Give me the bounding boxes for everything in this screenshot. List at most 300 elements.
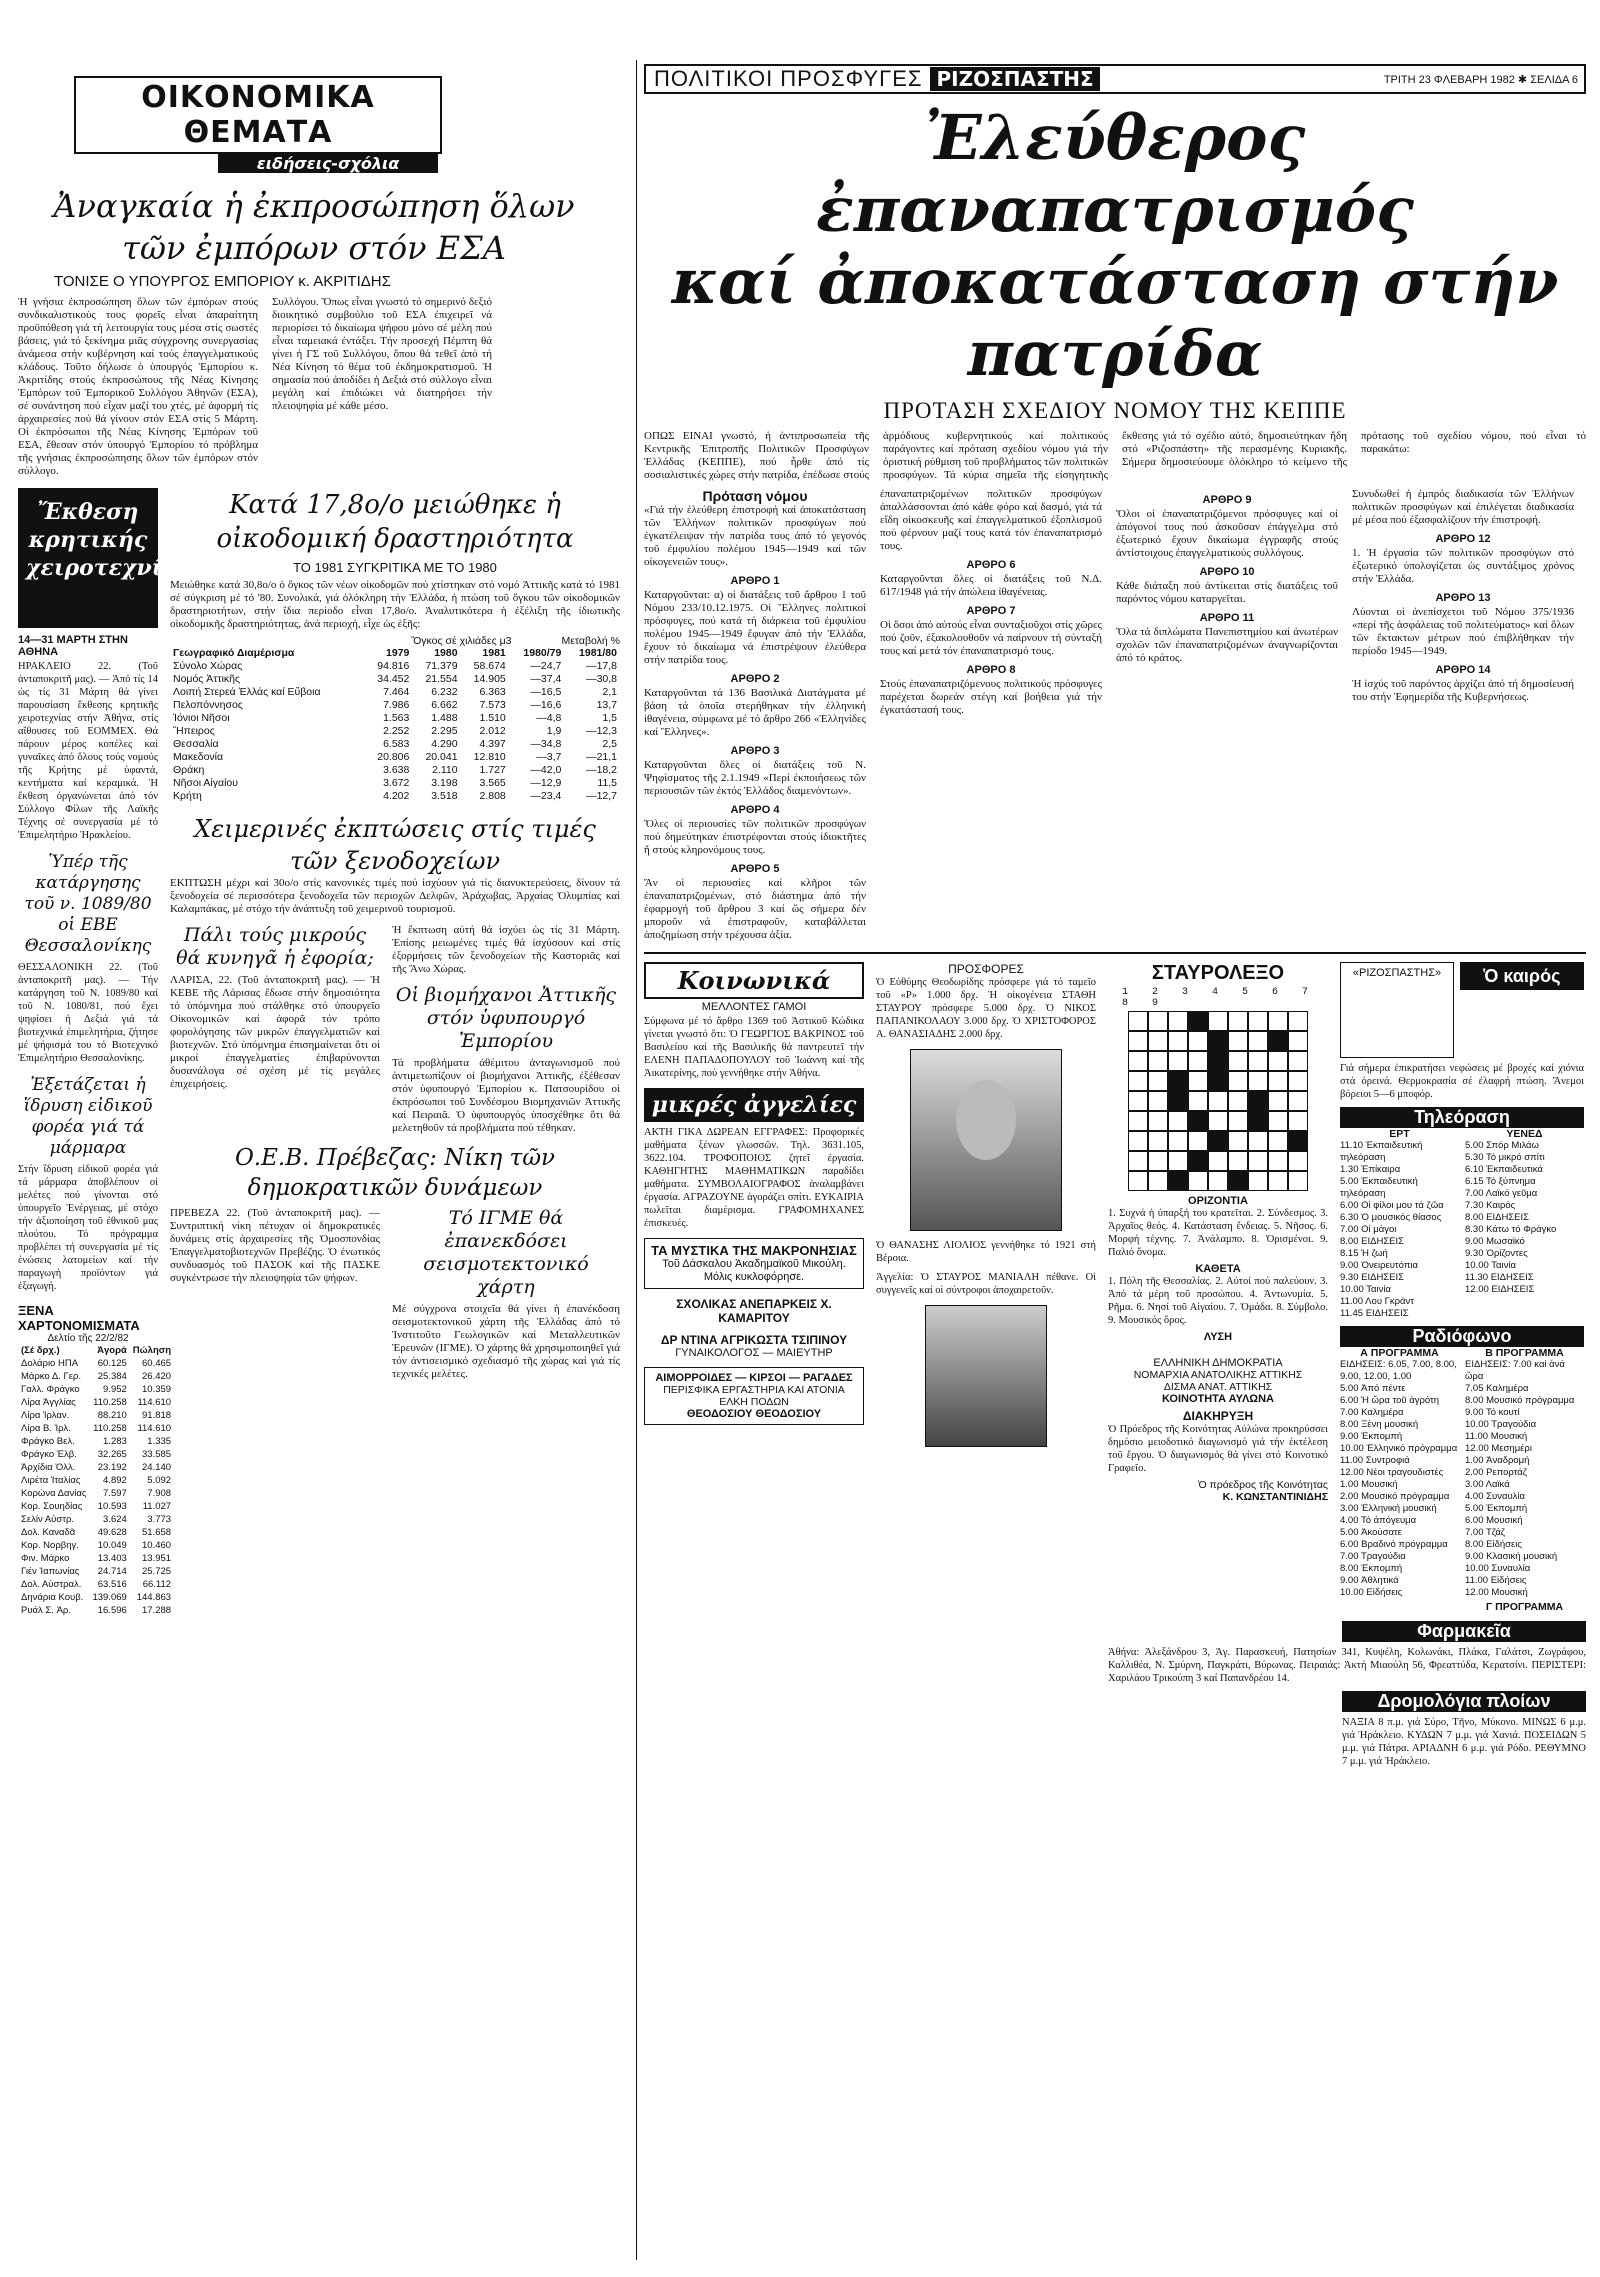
table-cell: 7.573 xyxy=(479,699,506,711)
crossword-cell[interactable] xyxy=(1188,1171,1208,1191)
dimos-sub1: ΝΟΜΑΡΧΙΑ ΑΝΑΤΟΛΙΚΗΣ ΑΤΤΙΚΗΣ xyxy=(1133,1369,1303,1381)
article-col2: Συλλόγου. Ὅπως εἶναι γνωστό τό σημερινό δεξιό διοικητικό συμβούλιο τοῦ ΕΣΑ ἐπιχειρεῖ νά περιορίσει τό δικαίωμα ψήφου μόνο σέ μέλη πού εἶναι ταμειακά ἐντάξει. Τήν προσεχή Πέμπτη θά γίνει ἡ ΓΣ τοῦ Συλλόγου, ὅπου θά τεθεῖ ἀπό τή Νέα Κίνηση τό θέμα τοῦ ἐκδημοκρατισμοῦ. Ἡ σημασία πού ἀποδίδει ἡ Δεξιά στό σύλλογο εἶναι μεγάλη καί ἐπιδιώκει νά διατηρήσει τήν πλειοψηφία μέ κάθε μέσο. xyxy=(272,296,492,412)
forex-row xyxy=(18,1552,174,1565)
table-cell: 12.810 xyxy=(473,751,506,763)
crossword-cell[interactable] xyxy=(1128,1071,1148,1091)
tv-listing: 8.00 ΕΙΔΗΣΕΙΣ xyxy=(1465,1212,1530,1223)
crossword-cell[interactable] xyxy=(1228,1091,1248,1111)
dimos-title: ΕΛΛΗΝΙΚΗ ΔΗΜΟΚΡΑΤΙΑ xyxy=(1153,1357,1283,1369)
table-cell: 10.049 xyxy=(97,1540,127,1551)
table-cell: Λιρέτα Ἰταλίας xyxy=(21,1475,81,1486)
article-text: Ὅλα τά διπλώματα Πανεπιστημίου καί ἀνωτέρων σχολῶν τῶν ἐπαναπατριζομένων ἀναγνωρίζονται ἀπό τό κράτος. xyxy=(1116,626,1338,664)
construction-headline: Κατά 17,8ο/ο μειώθηκε ἡ οἰκοδομική δραστηριότητα xyxy=(216,490,574,554)
radio-listing: 6.00 Βραδινό πρόγραμμα xyxy=(1340,1539,1448,1550)
crossword-cell[interactable] xyxy=(1228,1151,1248,1171)
doctor-sub: ΓΥΝΑΙΚΟΛΟΓΟΣ — ΜΑΙΕΥΤΗΡ xyxy=(675,1347,833,1359)
table-cell: —30,8 xyxy=(586,673,617,685)
table-cell: Σελίν Αὐστρ. xyxy=(21,1514,75,1525)
table-cell: 6.583 xyxy=(383,738,410,750)
crossword-cell[interactable] xyxy=(1188,1151,1208,1171)
table-cell: 144.863 xyxy=(136,1592,172,1603)
crossword-cell[interactable] xyxy=(1168,1131,1188,1151)
crossword-cell[interactable] xyxy=(1268,1171,1288,1191)
radio-listing: 1.00 Ἀναδρομή xyxy=(1465,1455,1530,1466)
crossword-cell[interactable] xyxy=(1208,1131,1228,1151)
crossword-cell[interactable] xyxy=(1188,1111,1208,1131)
diak-name: Κ. ΚΩΝΣΤΑΝΤΙΝΙΔΗΣ xyxy=(1222,1491,1328,1503)
tax-text: ΛΑΡΙΣΑ, 22. (Τοῦ ἀνταποκριτῆ μας). — Ἡ ΚΕΒΕ τῆς Λάρισας ἔδωσε στήν δημοσιότητα τό ὑπόμνημα πού στάλθηκε στό ὑπουργεῖο Οἰκονομικῶν καί ἀφορᾶ τόν τρόπο φορολόγησης τῶν μικρῶν ἐπαγγελματιῶν καί βιοτεχνῶν. Στό ὑπόμνημα ἐπισημαίνεται ὅτι οἱ μικροί ἐπαγγελματίες ἐπιβαρύνονται δυσανάλογα σέ σχέση μέ τίς μεγάλες ἐπιχειρήσεις. xyxy=(170,974,380,1090)
radio-listing: 6.00 Ἡ ὥρα τοῦ ἀγρότη xyxy=(1340,1395,1440,1406)
table-cell: 33.585 xyxy=(142,1449,172,1460)
crossword-cell[interactable] xyxy=(1188,1031,1208,1051)
table-cell: 23.192 xyxy=(97,1462,127,1473)
crossword-cell[interactable] xyxy=(1208,1051,1228,1071)
pharmacy-text: Ἀθήνα: Ἀλεξάνδρου 3, Ἀγ. Παρασκευή, Πατησίων 341, Κυψέλη, Κολωνάκι, Πλάκα, Γαλάτσι, Ζωγράφου, Καλλιθέα, Ν. Σμύρνη, Παγκράτι, Βύρωνας. Πειραιάς: Ἀκτή Μιαούλη 56, Φρεαττύδα, Κερατσίνι. ΠΕΡΙΣΤΕΡΙ: Χαριλάου Τρικούπη 3 καί Παπανδρέου 14. xyxy=(1108,1647,1586,1684)
crossword-cell[interactable] xyxy=(1148,1051,1168,1071)
across-title: ΟΡΙΖΟΝΤΙΑ xyxy=(1188,1195,1248,1207)
crossword-cell[interactable] xyxy=(1288,1011,1308,1031)
article-title: ΑΡΘΡΟ 8 xyxy=(966,664,1016,676)
table-cell: 11,5 xyxy=(597,777,617,789)
table-cell: 110.258 xyxy=(93,1397,127,1408)
main-headline-1: Ἐλεύθερος ἐπαναπατρισμός xyxy=(816,101,1414,246)
crossword-cell[interactable] xyxy=(1148,1071,1168,1091)
table-header-cell: Γεωγραφικό Διαμέρισμα xyxy=(173,647,295,659)
offers-column xyxy=(876,962,1096,1613)
article-text: Κάθε διάταξη πού ἀντίκειται στίς διατάξεις τοῦ παρόντος νόμου καταργεῖται. xyxy=(1116,580,1338,605)
radio-listing: 5.00 Ἀπό πέντε xyxy=(1340,1383,1406,1394)
headline: Ἀναγκαία ἡ ἐκπροσώπηση ὅλων τῶν ἐμπόρων στόν ΕΣΑ xyxy=(53,187,575,267)
crossword-cell[interactable] xyxy=(1148,1171,1168,1191)
article-text: Ἡ ἰσχύς τοῦ παρόντος ἀρχίζει ἀπό τή δημοσίευσή του στήν Ἐφημερίδα τῆς Κυβερνήσεως. xyxy=(1352,678,1574,703)
crossword-cell[interactable] xyxy=(1148,1111,1168,1131)
crossword-cell[interactable] xyxy=(1248,1131,1268,1151)
table-cell: 2.808 xyxy=(479,790,506,802)
article-columns xyxy=(18,296,630,478)
table-cell: Ἤπειρος xyxy=(173,725,215,737)
table-cell: 9.952 xyxy=(103,1384,127,1395)
article-text: Λύονται οἱ ἀνεπίσχετοι τοῦ Νόμου 375/1936 «περί τῆς ἀσφάλειας τοῦ πολιτεύματος» καί ὅλων τῶν ἔκτακτων μέτρων πού ἐπιβλήθηκαν τήν περίοδο 1945—1949. xyxy=(1352,606,1574,657)
obituary-text: Ἀγγελία: Ὁ ΣΤΑΥΡΟΣ ΜΑΝΙΑΛΗ πέθανε. Οἱ συγγενεῖς καί οἱ σύντροφοι ἀποχαιρετοῦν. xyxy=(876,1272,1096,1296)
radio-listing: 12.00 Μουσική xyxy=(1465,1587,1528,1598)
forex-row xyxy=(18,1383,174,1396)
table-cell: —12,3 xyxy=(586,725,617,737)
crossword-cell[interactable] xyxy=(1268,1031,1288,1051)
crossword-cell[interactable] xyxy=(1128,1031,1148,1051)
table-caption2: Μεταβολή % xyxy=(561,635,620,647)
crossword-cell[interactable] xyxy=(1188,1051,1208,1071)
crossword-cell[interactable] xyxy=(1288,1071,1308,1091)
aimor-sub: ΠΕΡΙΣΦΙΚΑ ΕΡΓΑΣΤΗΡΙΑ ΚΑΙ ΑΤΟΝΙΑ ΕΛΚΗ ΠΟΔΩΝ xyxy=(663,1384,845,1408)
crossword-cell[interactable] xyxy=(1168,1171,1188,1191)
hotels-text2: Ἡ ἔκπτωση αὐτή θά ἰσχύει ὡς τίς 31 Μάρτη. Ἐπίσης μειωμένες τιμές θά ἰσχύσουν καί στίς ἐξορμήσεις τῶν ξενοδοχείων τῆς Καστοριᾶς καί τῆς Ἄνω Χώρας. xyxy=(392,924,620,975)
offers-text: Ὁ Εὐθύμης Θεοδωρίδης πρόσφερε γιά τό ταμεῖο τοῦ «Ρ» 1.000 δρχ. Ἡ οἰκογένεια ΣΤΑΘΗ ΣΤΑΥΡΟΥ πρόσφερε 5.000 δρχ. Ὁ ΝΙΚΟΣ ΠΑΠΑΝΙΚΟΛΑΟΥ 3.000 δρχ. Ὁ ΧΡΙΣΤΟΦΟΡΟΣ Α. ΘΑΝΑΣΙΑΔΗΣ 2.000 δρχ. xyxy=(876,977,1096,1040)
tv-listing: 9.00 Μωσαϊκό xyxy=(1465,1236,1525,1247)
crossword-cell[interactable] xyxy=(1228,1171,1248,1191)
crossword-cell[interactable] xyxy=(1248,1111,1268,1131)
crossword-cell[interactable] xyxy=(1128,1111,1148,1131)
crossword-cell[interactable] xyxy=(1228,1011,1248,1031)
crossword-cell[interactable] xyxy=(1268,1091,1288,1111)
crossword-cell[interactable] xyxy=(1168,1051,1188,1071)
classifieds-title: μικρές ἀγγελίες xyxy=(651,1092,857,1118)
crossword-cell[interactable] xyxy=(1288,1111,1308,1131)
tv-listing: 8.30 Κάτω τό Φράγκο xyxy=(1465,1224,1557,1235)
table-cell: 2.252 xyxy=(383,725,410,737)
crossword-cell[interactable] xyxy=(1168,1031,1188,1051)
table-cell: 24.140 xyxy=(142,1462,172,1473)
table-cell: 10.460 xyxy=(142,1540,172,1551)
pharmacy-title: Φαρμακεῖα xyxy=(1417,1621,1511,1641)
article-title: ΑΡΘΡΟ 14 xyxy=(1435,664,1491,676)
construction-row xyxy=(170,777,620,790)
crossword-cell[interactable] xyxy=(1288,1171,1308,1191)
forex-row xyxy=(18,1474,174,1487)
tv-listing: 5.30 Τό μικρό σπίτι xyxy=(1465,1152,1545,1163)
tv-listing: 10.00 Ταινία xyxy=(1465,1260,1516,1271)
table-cell: 7.986 xyxy=(383,699,410,711)
ferries-header xyxy=(1342,1691,1586,1712)
table-cell: 6.232 xyxy=(431,686,458,698)
table-cell: Λίρα Β. Ἰρλ. xyxy=(21,1423,71,1434)
table-cell: Θεσσαλία xyxy=(173,738,219,750)
tv-ert: ΕΡΤ xyxy=(1389,1128,1410,1140)
radio-listing: ΕΙΔΗΣΕΙΣ: 7.00 καί ἀνά ὥρα xyxy=(1465,1359,1565,1382)
article-col1: Ἡ γνήσια ἐκπροσώπηση ὅλων τῶν ἐμπόρων στούς συνδικαλιστικούς τους φορεῖς εἶναι ἀπαραίτητη προϋπόθεση γιά τή λειτουργία τους μέσα στίς σωστές βάσεις, γιά τό ξεκίνημα μιᾶς σύγχρονης συνεργασίας ἀνάμεσα στήν κυβέρνηση καί τούς ἐπαγγελματικούς κλάδους. Τοῦτο δήλωσε ὁ ὑπουργός Ἐμπορίου κ. Ἀκριτίδης στούς ἐκπροσώπους τῆς Νέας Κίνησης Ἐμπόρων τοῦ Ἐμπορικοῦ Συλλόγου Ἀθηνῶν (ΕΣΑ), σέ συνάντηση πού εἶχαν μαζί του χτές, μέ ἀφορμή τίς ἀρχαιρεσίες πού θά γίνουν στόν ΕΣΑ στίς 5 Μάρτη. Οἱ ἐκπρόσωποι τῆς Νέας Κίνησης Ἐμπόρων τοῦ ΕΣΑ, ἔθεσαν στόν ὑπουργό Ἐμπορίου τό πρόβλημα τῆς γνήσιας ἐκπροσώπησης ὅλων τῶν ἐμπόρων στόν σύλλογο. xyxy=(18,296,258,477)
crossword-cell[interactable] xyxy=(1188,1011,1208,1031)
article-title: ΑΡΘΡΟ 10 xyxy=(1199,566,1255,578)
radio-listing: 11.00 Συντροφιά xyxy=(1340,1455,1410,1466)
table-cell: 3.638 xyxy=(383,764,410,776)
portrait-face-shape xyxy=(956,1080,1016,1160)
tv-header xyxy=(1340,1107,1584,1128)
table-cell: Νῆσοι Αἰγαίου xyxy=(173,777,238,789)
crossword-grid xyxy=(1128,1011,1308,1191)
igme-text: Μέ σύγχρονα στοιχεῖα θά γίνει ἡ ἐπανέκδοση σεισμοτεκτονικοῦ χάρτη τῆς Ἑλλάδας ἀπό τό Ἰνστιτοῦτο Γεωλογικῶν καί Μεταλλευτικῶν Ἐρευνῶν (ΙΓΜΕ). Ὁ χάρτης θά χρησιμοποιηθεῖ γιά τόν ἀντισεισμικό σχεδιασμό τῆς χώρας καί γιά τίς τεχνικές μελέτες. xyxy=(392,1303,620,1380)
table-cell: 2,5 xyxy=(602,738,617,750)
radio-listing: 5.00 Ἀκούσατε xyxy=(1340,1527,1402,1538)
main-subhead: ΠΡΟΤΑΣΗ ΣΧΕΔΙΟΥ ΝΟΜΟΥ ΤΗΣ ΚΕΠΠΕ xyxy=(883,398,1347,423)
crossword-cell[interactable] xyxy=(1128,1131,1148,1151)
table-cell: Ἰόνιοι Νῆσοι xyxy=(173,712,230,724)
dimos-sub3: ΚΟΙΝΟΤΗΤΑ ΑΥΛΩΝΑ xyxy=(1161,1393,1275,1405)
crossword-cell[interactable] xyxy=(1248,1051,1268,1071)
crossword-cell[interactable] xyxy=(1288,1151,1308,1171)
table-cell: 1,5 xyxy=(602,712,617,724)
band-logo: ΡΙΖΟΣΠΑΣΤΗΣ xyxy=(930,67,1099,91)
forex-row xyxy=(18,1357,174,1370)
right-section xyxy=(644,0,1586,1768)
exhibition-title: Ἔκθεση κρητικής χειροτεχνίας xyxy=(26,499,193,581)
table-cell: 17.288 xyxy=(142,1605,172,1616)
band-date: ΤΡΙΤΗ 23 ΦΛΕΒΑΡΗ 1982 ✱ ΣΕΛΙΔΑ 6 xyxy=(1383,73,1578,86)
table-cell: 34.452 xyxy=(377,673,410,685)
forex-row xyxy=(18,1422,174,1435)
table-cell: —12,9 xyxy=(530,777,562,789)
construction-row xyxy=(170,764,620,777)
crossword-cell[interactable] xyxy=(1268,1011,1288,1031)
table-cell: 110.258 xyxy=(93,1423,127,1434)
marble-title: Ἐξετάζεται ἡ ἵδρυση εἰδικοῦ φορέα γιά τά μάρμαρα xyxy=(23,1075,153,1158)
table-cell: 2,1 xyxy=(602,686,617,698)
table-cell: 1.283 xyxy=(103,1436,127,1447)
crossword-cell[interactable] xyxy=(1248,1151,1268,1171)
table-cell: Δολ. Αὐστραλ. xyxy=(21,1579,82,1590)
crossword-cell[interactable] xyxy=(1268,1131,1288,1151)
tv-listing: 8.15 Ἡ ζωή xyxy=(1340,1248,1388,1259)
table-cell: 13,7 xyxy=(596,699,617,711)
table-cell: 16.596 xyxy=(97,1605,127,1616)
radio-listing: 3.00 Ἐλληνική μουσική xyxy=(1340,1503,1437,1514)
forex-table xyxy=(18,1344,174,1617)
table-cell: Φράγκο Βελ. xyxy=(21,1436,75,1447)
table-cell: —12,7 xyxy=(586,790,617,802)
table-cell: 94.816 xyxy=(377,660,410,672)
table-cell: 1.335 xyxy=(147,1436,172,1447)
offers-title: ΠΡΟΣΦΟΡΕΣ xyxy=(948,962,1024,976)
article-title: ΑΡΘΡΟ 12 xyxy=(1435,533,1491,545)
table-cell: Μακεδονία xyxy=(173,751,224,763)
table-cell: 114.610 xyxy=(137,1397,172,1408)
crossword-cell[interactable] xyxy=(1208,1151,1228,1171)
crossword-cell[interactable] xyxy=(1188,1131,1208,1151)
aimor-doc: ΘΕΟΔΟΣΙΟΥ ΘΕΟΔΟΣΙΟΥ xyxy=(686,1408,822,1420)
table-cell: 49.628 xyxy=(97,1527,127,1538)
crossword-cell[interactable] xyxy=(1268,1071,1288,1091)
pharmacy-header xyxy=(1342,1621,1586,1642)
table-cell: —42,0 xyxy=(530,764,562,776)
article-text: Καταργοῦνται: α) οἱ διατάξεις τοῦ ἄρθρου 1 τοῦ Νόμου 233/10.12.1975. Οἱ Ἕλληνες πολιτικοί πρόσφυγες, πού κατά τή διάρκεια τοῦ ἐμφυλίου πολέμου 1945—1949 ἔφυγαν ἀπό τήν Ἑλλάδα, ἔχουν τό δικαίωμα νά ἐπιστρέψουν ἐλεύθερα στήν πατρίδα τους. xyxy=(644,589,866,666)
table-cell: 13.951 xyxy=(142,1553,172,1564)
table-cell: 58.674 xyxy=(473,660,506,672)
notice-header xyxy=(1108,1357,1328,1423)
forex-row xyxy=(18,1487,174,1500)
radio-listing: 5.00 Ἐκπομπή xyxy=(1465,1503,1528,1514)
dimos-sub2: ΔΙΣΜΑ ΑΝΑΤ. ΑΤΤΙΚΗΣ xyxy=(1163,1381,1273,1393)
crossword-cell[interactable] xyxy=(1208,1031,1228,1051)
radio-listing: 7.00 Καλημέρα xyxy=(1340,1407,1404,1418)
table-cell: —16,5 xyxy=(530,686,562,698)
table-cell: —16,6 xyxy=(530,699,562,711)
exhibition-text: ΗΡΑΚΛΕΙΟ 22. (Τοῦ ἀνταποκριτῆ μας). — Ἀπό τίς 14 ὡς τίς 31 Μάρτη θά γίνει παρουσίαση ἔκθεσης κρητικῆς χειροτεχνίας στήν Ἀθήνα, στίς αἴθουσες τοῦ ΕΟΜΜΕΧ. Θά πάρουν μέρος κοπέλες καί γυναῖκες ἀπό ὅλους τούς νομούς τῆς Κρήτης μέ ὑφαντά, κεντήματα καί κεραμικά. Ἡ ἔκθεση ὀργανώνεται ἀπό τόν Σύλλογο Φίλων τῆς Λαϊκῆς Τέχνης σέ συνεργασία μέ τό Ἐπιμελητήριο Ἡρακλείου. xyxy=(18,661,158,841)
table-cell: 25.384 xyxy=(97,1371,127,1382)
table-cell: Κορ. Σουηδίας xyxy=(21,1501,83,1512)
doctor-title: ΔΡ ΝΤΙΝΑ ΑΓΡΙΚΩΣΤΑ ΤΣΙΠΙΝΟΥ xyxy=(660,1333,848,1347)
forex-row xyxy=(18,1448,174,1461)
crossword-cell[interactable] xyxy=(1248,1011,1268,1031)
crossword-cell[interactable] xyxy=(1228,1131,1248,1151)
table-cell: 7.908 xyxy=(147,1488,172,1499)
construction-text: Μειώθηκε κατά 30,8ο/ο ὁ ὄγκος τῶν νέων οἰκοδομῶν πού χτίστηκαν στό νομό Ἀττικῆς κατά τό 1981 σέ σύγκριση μέ τό '80. Συνολικά, γιά ὁλόκληρη τήν Ἑλλάδα, ἡ πτώση τοῦ ὄγκου τῶν οἰκοδομικῶν δραστηριοτήτων, στήν ἴδια περίοδο εἶναι 17,8ο/ο. Ἀναλυτικότερα ἡ ἐξέλιξη τῆς ἰδιωτικῆς οἰκοδομικῆς δραστηριότητας, ἀνά περιοχή, εἶχε ὡς ἑξῆς: xyxy=(170,579,620,630)
forex-row xyxy=(18,1591,174,1604)
weather-title: Ὁ καιρός xyxy=(1483,966,1561,986)
table-cell: Πελοπόννησος xyxy=(173,699,243,711)
crossword-cell[interactable] xyxy=(1228,1111,1248,1131)
forex-row xyxy=(18,1578,174,1591)
crossword-cell[interactable] xyxy=(1208,1171,1228,1191)
crossword-cell[interactable] xyxy=(1128,1051,1148,1071)
table-cell: 114.610 xyxy=(137,1423,172,1434)
crossword-cell[interactable] xyxy=(1148,1131,1168,1151)
crossword-cell[interactable] xyxy=(1248,1031,1268,1051)
radio-listing: 2.00 Ρεπορτάζ xyxy=(1465,1467,1527,1478)
weather-header xyxy=(1460,962,1584,990)
crossword-cell[interactable] xyxy=(1128,1011,1148,1031)
crossword-cell[interactable] xyxy=(1268,1111,1288,1131)
forex-row xyxy=(18,1526,174,1539)
crossword-cell[interactable] xyxy=(1208,1011,1228,1031)
crossword-cell[interactable] xyxy=(1288,1051,1308,1071)
crossword-cell[interactable] xyxy=(1148,1031,1168,1051)
article-title: ΑΡΘΡΟ 9 xyxy=(1202,494,1252,506)
hotels-headline: Χειμερινές ἐκπτώσεις στίς τιμές τῶν ξενοδοχείων xyxy=(194,815,596,875)
table-cell: 3.198 xyxy=(431,777,458,789)
article-text: Στούς ἐπαναπατριζόμενους πολιτικούς πρόσφυγες παρέχεται δωρεάν στέγη καί βοήθεια γιά τήν ἐγκατάστασή τους. xyxy=(880,678,1102,716)
radio-title: Ραδιόφωνο xyxy=(1412,1326,1512,1346)
construction-sub: ΤΟ 1981 ΣΥΓΚΡΙΤΙΚΑ ΜΕ ΤΟ 1980 xyxy=(293,560,497,575)
table-cell: —18,2 xyxy=(586,764,617,776)
oeb-headline: Ο.Ε.Β. Πρέβεζας: Νίκη τῶν δημοκρατικῶν δυνάμεων xyxy=(234,1145,556,1201)
table-cell: Κορ. Νορβηγ. xyxy=(21,1540,79,1551)
crossword-cell[interactable] xyxy=(1188,1071,1208,1091)
table-cell: 26.420 xyxy=(142,1371,172,1382)
tv-listing: 1.30 Ἐπίκαιρα xyxy=(1340,1164,1401,1175)
construction-table xyxy=(170,647,620,803)
forex-row xyxy=(18,1513,174,1526)
crossword-cell[interactable] xyxy=(1288,1031,1308,1051)
crossword-cell[interactable] xyxy=(1268,1051,1288,1071)
table-cell: —4,8 xyxy=(536,712,562,724)
crossword-cell[interactable] xyxy=(1228,1071,1248,1091)
construction-row xyxy=(170,725,620,738)
crossword-cell[interactable] xyxy=(1208,1091,1228,1111)
radio-listing: 3.00 Λαϊκά xyxy=(1465,1479,1510,1490)
marble-text: Στήν ἵδρυση εἰδικοῦ φορέα γιά τά μάρμαρα ἀποβλέπουν οἱ μελέτες πού γίνονται στό ὑπουργεῖο Ἐνέργειας, μέ στόχο τήν ἀξιοποίηση τοῦ ἐθνικοῦ μας πλούτου. Τό πρόγραμμα προβλέπει τή συνεργασία μέ τίς ἑνώσεις λατομείων καί τήν παραγωγή προϊόντων γιά ἐξαγωγή. xyxy=(18,1164,158,1292)
left-section xyxy=(18,0,630,1617)
table-cell: 20.806 xyxy=(377,751,410,763)
radio-listing: 8.00 Ἐκπομπή xyxy=(1340,1563,1403,1574)
table-cell: Δολάριο ΗΠΑ xyxy=(21,1358,79,1369)
radio-listing: 7.00 Τραγούδια xyxy=(1340,1551,1406,1562)
law-preamble: «Γιά τήν ἐλεύθερη ἐπιστροφή καί ἀποκατάσταση τῶν Ἑλλήνων πολιτικῶν προσφύγων πού ἐγκατέλειψαν τήν πατρίδα τους ἀπό τό γεγονός τοῦ ἐμφυλίου πολέμου 1945—1949 καί τῶν οἰκογενειῶν τους». xyxy=(644,504,866,568)
table-header-cell: 1980 xyxy=(434,647,458,659)
crossword-cell[interactable] xyxy=(1228,1051,1248,1071)
igme-headline: Τό ΙΓΜΕ θά ἐπανεκδόσει σεισμοτεκτονικό χάρτη xyxy=(423,1207,589,1298)
article-text: Οἱ ὅσοι ἀπό αὐτούς εἶναι συνταξιοῦχοι στίς χῶρες πού ζοῦν, ἐξακολουθοῦν νά παίρνουν τή σύνταξή τους καί μετά τόν ἐπαναπατρισμό τους. xyxy=(880,619,1102,657)
crossword-column xyxy=(1108,962,1328,1613)
radio-listing: 12.00 Νέοι τραγουδιστές xyxy=(1340,1467,1444,1478)
crossword-cell[interactable] xyxy=(1168,1111,1188,1131)
table-cell: 4.397 xyxy=(479,738,506,750)
tv-listing: 6.15 Τό ξύπνημα xyxy=(1465,1176,1536,1187)
tv-listing: 9.30 Ὁρίζοντες xyxy=(1465,1248,1528,1259)
article-title: ΑΡΘΡΟ 13 xyxy=(1435,592,1491,604)
table-cell: Ρυάλ Σ. Ἀρ. xyxy=(21,1605,71,1616)
crossword-cell[interactable] xyxy=(1268,1151,1288,1171)
radio-listing: 11.00 Εἰδήσεις xyxy=(1465,1575,1527,1586)
diak-sign: Ὁ πρόεδρος τῆς Κοινότητας xyxy=(1197,1479,1328,1491)
tv-listing: 9.30 ΕΙΔΗΣΕΙΣ xyxy=(1340,1272,1405,1283)
mystika-text: Τοῦ Δάσκαλου Ἀκαδημαϊκοῦ Μικούλη. Μόλις κυκλοφόρησε. xyxy=(662,1258,846,1283)
table-cell: Κορώνα Δανίας xyxy=(21,1488,87,1499)
radio-prog3: Γ ΠΡΟΓΡΑΜΜΑ xyxy=(1485,1601,1564,1613)
construction-row xyxy=(170,751,620,764)
table-cell: Ἀρχίδια Ὁλλ. xyxy=(21,1462,76,1473)
ebe-title: Ὑπέρ τῆς κατάργησης τοῦ ν. 1089/80 οἱ ΕΒΕ Θεσσαλονίκης xyxy=(24,852,152,956)
ads-column xyxy=(644,962,864,1613)
table-cell: 20.041 xyxy=(425,751,458,763)
crossword-cell[interactable] xyxy=(1128,1151,1148,1171)
crossword-cell[interactable] xyxy=(1148,1011,1168,1031)
table-cell: 88.210 xyxy=(97,1410,127,1421)
crossword-cell[interactable] xyxy=(1248,1091,1268,1111)
crossword-cell[interactable] xyxy=(1228,1031,1248,1051)
table-cell: Δολ. Καναδᾶ xyxy=(21,1527,76,1538)
crossword-cell[interactable] xyxy=(1208,1071,1228,1091)
construction-row xyxy=(170,686,620,699)
crossword-cell[interactable] xyxy=(1128,1171,1148,1191)
construction-row xyxy=(170,673,620,686)
crossword-cell[interactable] xyxy=(1288,1131,1308,1151)
crossword-cell[interactable] xyxy=(1208,1111,1228,1131)
tv-listing: 9.00 Ὀνειρευτόπια xyxy=(1340,1260,1418,1271)
radio-listing: 10.00 Συναυλία xyxy=(1465,1563,1531,1574)
crossword-cell[interactable] xyxy=(1128,1091,1148,1111)
crossword-numbers: 1 2 3 4 5 6 7 8 9 xyxy=(1122,987,1318,1009)
table-cell: Γαλλ. Φράγκο xyxy=(21,1384,80,1395)
diak-title: ΔΙΑΚΗΡΥΞΗ xyxy=(1182,1409,1254,1423)
table-cell: 25.725 xyxy=(142,1566,172,1577)
crossword-cell[interactable] xyxy=(1168,1091,1188,1111)
main-headline-2: καί ἀποκατάσταση στήν πατρίδα xyxy=(671,245,1559,390)
ferries-text: ΝΑΞΙΑ 8 π.μ. γιά Σύρο, Τῆνο, Μύκονο. ΜΙΝΩΣ 6 μ.μ. γιά Ἡράκλειο. ΚΥΔΩΝ 7 μ.μ. γιά Χανιά. ΠΟΣΕΙΔΩΝ 5 μ.μ. γιά Πάτρα. ΑΡΙΑΔΝΗ 6 μ.μ. γιά Ρόδο. ΡΕΘΥΜΝΟ 7 μ.μ. γιά Ἡράκλειο. xyxy=(1342,1717,1586,1767)
table-cell: 60.465 xyxy=(142,1358,172,1369)
forex-date: Δελτίο τῆς 22/2/82 xyxy=(47,1333,129,1344)
forex-row xyxy=(18,1604,174,1617)
table-cell: 7.464 xyxy=(383,686,410,698)
law-columns xyxy=(644,488,1586,942)
table-cell: Νομός Ἀττικῆς xyxy=(173,673,241,685)
table-cell: 1.510 xyxy=(479,712,506,724)
table-cell: 13.403 xyxy=(97,1553,127,1564)
crossword-cell[interactable] xyxy=(1248,1071,1268,1091)
crossword-cell[interactable] xyxy=(1168,1011,1188,1031)
crossword-cell[interactable] xyxy=(1188,1091,1208,1111)
exhibition-dateline: 14—31 ΜΑΡΤΗ ΣΤΗΝ ΑΘΗΝΑ xyxy=(18,634,128,658)
article-title: ΑΡΘΡΟ 1 xyxy=(730,575,780,587)
crossword-cell[interactable] xyxy=(1168,1151,1188,1171)
table-cell: 1.563 xyxy=(383,712,410,724)
left-main-column xyxy=(170,488,620,1617)
table-cell: 63.516 xyxy=(97,1579,127,1590)
forex-title: ΞΕΝΑ ΧΑΡΤΟΝΟΜΙΣΜΑΤΑ xyxy=(18,1303,140,1333)
forex-row xyxy=(18,1396,174,1409)
crossword-cell[interactable] xyxy=(1148,1151,1168,1171)
article-text: Καταργοῦνται ὅλες οἱ διατάξεις τοῦ Ν.Δ. 617/1948 γιά τήν ἀπώλεια ἰθαγένειας. xyxy=(880,573,1102,598)
crossword-cell[interactable] xyxy=(1168,1071,1188,1091)
table-cell: 21.554 xyxy=(425,673,458,685)
industrialists-headline: Οἱ βιομήχανοι Ἀττικῆς στόν ὑφυπουργό Ἐμπορίου xyxy=(395,984,617,1052)
construction-row xyxy=(170,712,620,725)
table-cell: Λίρα Ἰρλαν. xyxy=(21,1410,70,1421)
article-title: ΑΡΘΡΟ 7 xyxy=(966,605,1016,617)
table-cell: 4.892 xyxy=(103,1475,127,1486)
table-cell: Φιν. Μάρκο xyxy=(21,1553,70,1564)
crossword-cell[interactable] xyxy=(1148,1091,1168,1111)
crossword-cell[interactable] xyxy=(1288,1091,1308,1111)
tax-headline: Πάλι τούς μικρούς θά κυνηγᾶ ἡ ἐφορία; xyxy=(176,924,374,969)
crossword-cell[interactable] xyxy=(1248,1171,1268,1191)
